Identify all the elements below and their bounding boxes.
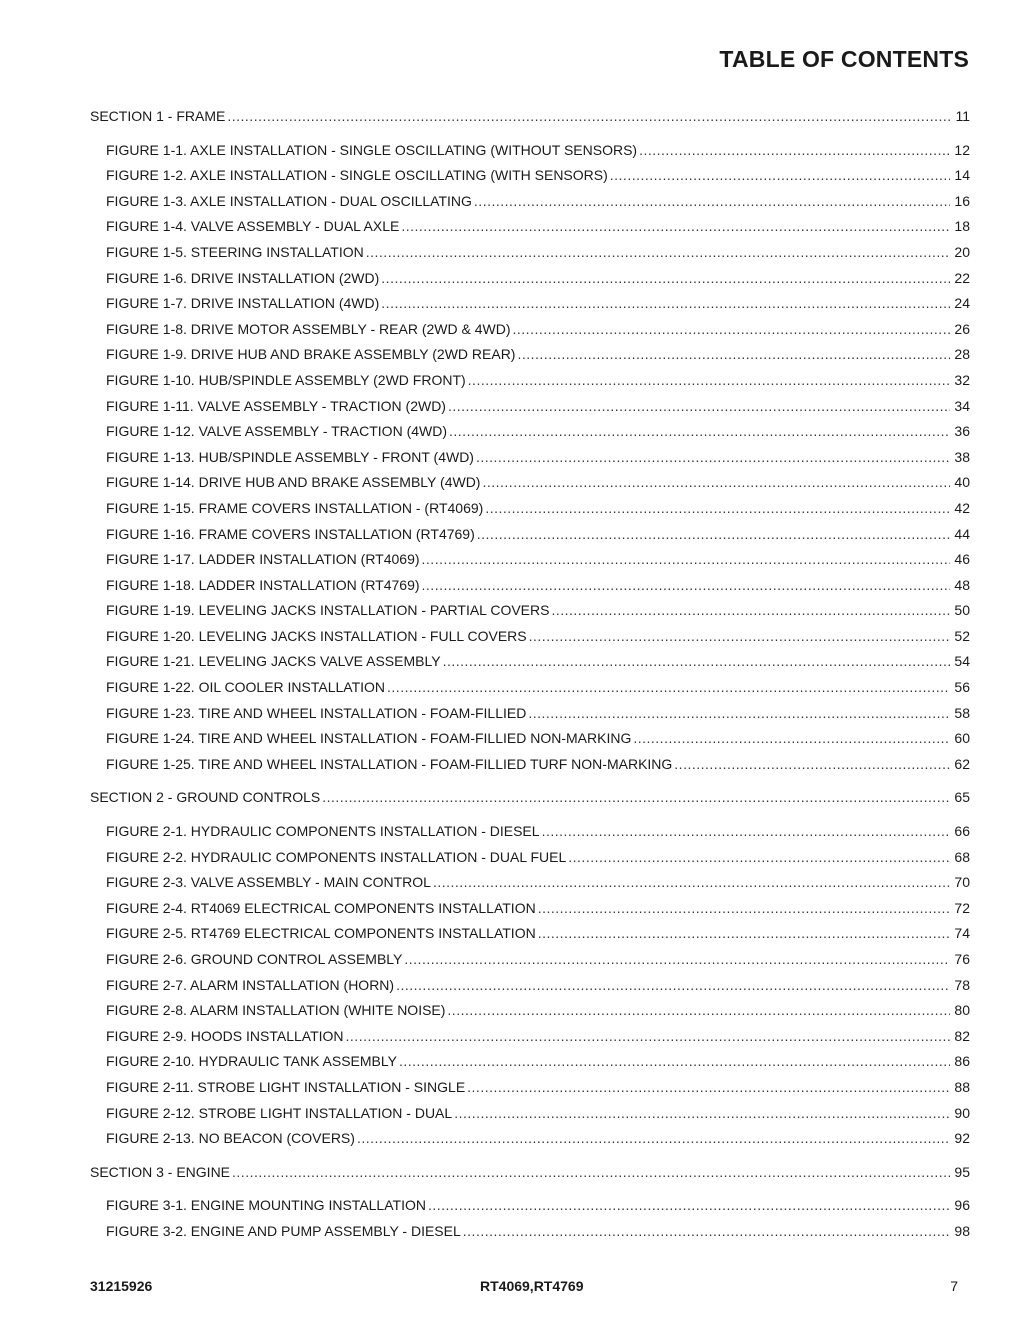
toc-section-entry[interactable] [90, 108, 970, 134]
dot-leader [529, 628, 950, 644]
toc-entry-label: FIGURE 1-11. VALVE ASSEMBLY - TRACTION (2WD) [106, 397, 446, 414]
toc-entry-page: 56 [954, 679, 970, 696]
dot-leader [639, 142, 950, 158]
toc-entry-page: 12 [954, 141, 970, 158]
toc-entry-label: FIGURE 1-2. AXLE INSTALLATION - SINGLE OSCILLATING (WITH SENSORS) [106, 167, 608, 184]
dot-leader [538, 900, 950, 916]
toc-entry-page: 14 [954, 167, 970, 184]
toc-figure-entry[interactable] [90, 551, 970, 577]
toc-entry-page: 66 [954, 823, 970, 840]
toc-figure-entry[interactable] [90, 705, 970, 731]
toc-entry-page: 90 [954, 1104, 970, 1121]
dot-leader [387, 679, 950, 695]
toc-entry-label: FIGURE 2-7. ALARM INSTALLATION (HORN) [106, 976, 395, 993]
dot-leader [528, 705, 950, 721]
toc-entry-page: 68 [954, 848, 970, 865]
toc-figure-entry[interactable] [90, 977, 970, 1003]
dot-leader [322, 789, 950, 805]
toc-entry-label: FIGURE 2-3. VALVE ASSEMBLY - MAIN CONTROL [106, 874, 431, 891]
toc-figure-entry[interactable] [90, 849, 970, 875]
dot-leader [485, 500, 950, 516]
toc-section-entry[interactable] [90, 1164, 970, 1190]
toc-entry-label: FIGURE 3-1. ENGINE MOUNTING INSTALLATION [106, 1197, 426, 1214]
toc-figure-entry[interactable] [90, 167, 970, 193]
toc-entry-label: FIGURE 1-18. LADDER INSTALLATION (RT4769) [106, 576, 420, 593]
dot-leader [422, 577, 950, 593]
toc-entry-label: FIGURE 2-5. RT4769 ELECTRICAL COMPONENTS INSTALLATION [106, 925, 536, 942]
toc-entry-page: 70 [954, 874, 970, 891]
dot-leader [454, 1105, 950, 1121]
toc-entry-label: FIGURE 2-2. HYDRAULIC COMPONENTS INSTALLATION - DUAL FUEL [106, 848, 567, 865]
toc-entry-label: FIGURE 3-2. ENGINE AND PUMP ASSEMBLY - DIESEL [106, 1222, 461, 1239]
toc-entry-label: FIGURE 2-1. HYDRAULIC COMPONENTS INSTALLATION - DIESEL [106, 823, 540, 840]
toc-entry-label: FIGURE 1-14. DRIVE HUB AND BRAKE ASSEMBLY (4WD) [106, 474, 481, 491]
toc-entry-page: 24 [954, 295, 970, 312]
dot-leader [428, 1197, 950, 1213]
toc-figure-entry[interactable] [90, 244, 970, 270]
dot-leader [474, 193, 950, 209]
toc-entry-label: SECTION 3 - ENGINE [90, 1163, 231, 1180]
dot-leader [447, 1002, 950, 1018]
toc-figure-entry[interactable] [90, 577, 970, 603]
toc-entry-label: FIGURE 1-3. AXLE INSTALLATION - DUAL OSCILLATING [106, 192, 472, 209]
toc-entry-label: FIGURE 1-5. STEERING INSTALLATION [106, 243, 364, 260]
toc-entry-page: 34 [954, 397, 970, 414]
dot-leader [396, 977, 950, 993]
toc-entry-label: FIGURE 1-12. VALVE ASSEMBLY - TRACTION (4WD) [106, 423, 448, 440]
dot-leader [542, 823, 950, 839]
toc-entry-page: 80 [954, 1002, 970, 1019]
toc-entry-label: FIGURE 1-6. DRIVE INSTALLATION (2WD) [106, 269, 380, 286]
dot-leader [551, 602, 950, 618]
model-name: RT4069,RT4769 [480, 1278, 584, 1294]
toc-entry-page: 32 [954, 371, 970, 388]
dot-leader [366, 244, 950, 260]
toc-entry-page: 11 [955, 108, 970, 124]
toc-entry-page: 36 [954, 423, 970, 440]
dot-leader [381, 295, 950, 311]
toc-entry-page: 65 [954, 789, 970, 806]
toc-entry-page: 26 [954, 320, 970, 337]
toc-entry-page: 78 [954, 976, 970, 993]
toc-figure-entry[interactable] [90, 218, 970, 244]
toc-figure-entry[interactable] [90, 398, 970, 424]
dot-leader [443, 653, 950, 669]
toc-entry-label: FIGURE 1-17. LADDER INSTALLATION (RT4069) [106, 551, 420, 568]
dot-leader [476, 449, 950, 465]
toc-entry-page: 52 [954, 627, 970, 644]
toc-entry-label: FIGURE 1-22. OIL COOLER INSTALLATION [106, 679, 386, 696]
toc-figure-entry[interactable] [90, 1223, 970, 1249]
toc-entry-page: 22 [954, 269, 970, 286]
toc-entry-page: 46 [954, 551, 970, 568]
toc-entry-label: FIGURE 1-20. LEVELING JACKS INSTALLATION - FULL COVERS [106, 627, 527, 644]
toc-entry-label: FIGURE 2-12. STROBE LIGHT INSTALLATION - DUAL [106, 1104, 453, 1121]
toc-entry-label: FIGURE 1-1. AXLE INSTALLATION - SINGLE OSCILLATING (WITHOUT SENSORS) [106, 141, 638, 158]
toc-figure-entry[interactable] [90, 1130, 970, 1156]
toc-figure-entry[interactable] [90, 270, 970, 296]
toc-figure-entry[interactable] [90, 474, 970, 500]
dot-leader [517, 346, 950, 362]
page-number: 7 [950, 1278, 958, 1294]
toc-figure-entry[interactable] [90, 756, 970, 782]
dot-leader [448, 398, 950, 414]
toc-entry-label: FIGURE 1-25. TIRE AND WHEEL INSTALLATION - FOAM-FILLIED TURF NON-MARKING [106, 755, 673, 772]
toc-entry-label: FIGURE 2-10. HYDRAULIC TANK ASSEMBLY [106, 1053, 397, 1070]
dot-leader [404, 951, 950, 967]
toc-entry-label: FIGURE 1-19. LEVELING JACKS INSTALLATION - PARTIAL COVERS [106, 602, 550, 619]
page-footer [90, 1278, 970, 1298]
toc-entry-page: 88 [954, 1078, 970, 1095]
dot-leader [467, 1079, 950, 1095]
dot-leader [568, 849, 950, 865]
toc-figure-entry[interactable] [90, 730, 970, 756]
dot-leader [227, 108, 950, 124]
toc-figure-entry[interactable] [90, 628, 970, 654]
dot-leader [449, 423, 950, 439]
dot-leader [468, 372, 950, 388]
toc-entry-page: 38 [954, 448, 970, 465]
toc-entry-page: 58 [954, 704, 970, 721]
toc-figure-entry[interactable] [90, 1002, 970, 1028]
toc-entry-page: 40 [954, 474, 970, 491]
dot-leader [346, 1028, 950, 1044]
toc-entry-label: FIGURE 1-23. TIRE AND WHEEL INSTALLATION - FOAM-FILLIED [106, 704, 527, 721]
toc-entry-page: 44 [954, 525, 970, 542]
toc-figure-entry[interactable] [90, 1079, 970, 1105]
toc-entry-page: 74 [954, 925, 970, 942]
dot-leader [232, 1164, 950, 1180]
page-title: TABLE OF CONTENTS [719, 46, 969, 72]
dot-leader [463, 1223, 950, 1239]
toc-entry-label: FIGURE 1-4. VALVE ASSEMBLY - DUAL AXLE [106, 218, 400, 235]
toc-entry-page: 98 [954, 1222, 970, 1239]
toc-entry-page: 95 [954, 1163, 970, 1180]
dot-leader [482, 474, 950, 490]
toc-entry-label: FIGURE 1-15. FRAME COVERS INSTALLATION - (RT4069) [106, 499, 484, 516]
toc-entry-page: 42 [954, 499, 970, 516]
toc-entry-label: FIGURE 1-13. HUB/SPINDLE ASSEMBLY - FRONT (4WD) [106, 448, 474, 465]
dot-leader [399, 1053, 950, 1069]
toc-entry-page: 86 [954, 1053, 970, 1070]
dot-leader [401, 218, 950, 234]
dot-leader [381, 270, 950, 286]
toc-entry-page: 16 [954, 192, 970, 209]
toc-entry-page: 28 [954, 346, 970, 363]
toc-figure-entry[interactable] [90, 823, 970, 849]
toc-entry-label: FIGURE 1-10. HUB/SPINDLE ASSEMBLY (2WD FRONT) [106, 371, 466, 388]
toc-entry-label: FIGURE 1-8. DRIVE MOTOR ASSEMBLY - REAR (2WD & 4WD) [106, 320, 511, 337]
toc-figure-entry[interactable] [90, 321, 970, 347]
toc-figure-entry[interactable] [90, 526, 970, 552]
document-number: 31215926 [90, 1278, 153, 1294]
toc-section-entry[interactable] [90, 789, 970, 815]
toc-figure-entry[interactable] [90, 423, 970, 449]
toc-entry-page: 72 [954, 899, 970, 916]
toc-entry-label: FIGURE 2-13. NO BEACON (COVERS) [106, 1130, 355, 1147]
toc-figure-entry[interactable] [90, 346, 970, 372]
toc-entry-label: FIGURE 1-9. DRIVE HUB AND BRAKE ASSEMBLY (2WD REAR) [106, 346, 516, 363]
toc-entry-page: 60 [954, 730, 970, 747]
toc-entry-label: FIGURE 2-11. STROBE LIGHT INSTALLATION - SINGLE [106, 1078, 466, 1095]
toc-figure-entry[interactable] [90, 602, 970, 628]
toc-entry-page: 20 [954, 243, 970, 260]
toc-figure-entry[interactable] [90, 874, 970, 900]
dot-leader [610, 167, 950, 183]
dot-leader [513, 321, 950, 337]
toc-entry-page: 54 [954, 653, 970, 670]
toc-entry-label: FIGURE 1-16. FRAME COVERS INSTALLATION (RT4769) [106, 525, 475, 542]
toc-figure-entry[interactable] [90, 449, 970, 475]
dot-leader [433, 874, 950, 890]
toc-figure-entry[interactable] [90, 295, 970, 321]
toc-figure-entry[interactable] [90, 1197, 970, 1223]
toc-entry-page: 62 [954, 755, 970, 772]
toc-figure-entry[interactable] [90, 900, 970, 926]
toc-figure-entry[interactable] [90, 142, 970, 168]
toc-entry-label: FIGURE 2-8. ALARM INSTALLATION (WHITE NOISE) [106, 1002, 446, 1019]
toc-entry-label: FIGURE 2-4. RT4069 ELECTRICAL COMPONENTS INSTALLATION [106, 899, 536, 916]
dot-leader [633, 730, 950, 746]
toc-entry-label: FIGURE 1-7. DRIVE INSTALLATION (4WD) [106, 295, 380, 312]
toc-figure-entry[interactable] [90, 193, 970, 219]
toc-figure-entry[interactable] [90, 1028, 970, 1054]
dot-leader [538, 925, 950, 941]
toc-figure-entry[interactable] [90, 500, 970, 526]
toc-entry-label: FIGURE 1-24. TIRE AND WHEEL INSTALLATION - FOAM-FILLIED NON-MARKING [106, 730, 632, 747]
toc-figure-entry[interactable] [90, 1105, 970, 1131]
toc-entry-page: 18 [954, 218, 970, 235]
toc-entry-page: 76 [954, 951, 970, 967]
dot-leader [357, 1130, 950, 1146]
dot-leader [422, 551, 950, 567]
toc-figure-entry[interactable] [90, 925, 970, 951]
toc-entry-page: 82 [954, 1027, 970, 1044]
toc-entry-page: 96 [954, 1197, 970, 1214]
dot-leader [674, 756, 950, 772]
toc-entry-label: FIGURE 1-21. LEVELING JACKS VALVE ASSEMBLY [106, 653, 441, 670]
dot-leader [477, 526, 950, 542]
toc-figure-entry[interactable] [90, 951, 970, 977]
toc-figure-entry[interactable] [90, 372, 970, 398]
toc-entry-label: SECTION 2 - GROUND CONTROLS [90, 789, 321, 806]
toc-entry-page: 50 [954, 602, 970, 619]
toc-figure-entry[interactable] [90, 653, 970, 679]
table-of-contents [90, 108, 970, 1249]
toc-entry-page: 92 [954, 1130, 970, 1147]
toc-entry-label: FIGURE 2-9. HOODS INSTALLATION [106, 1027, 344, 1044]
toc-figure-entry[interactable] [90, 679, 970, 705]
toc-entry-label: SECTION 1 - FRAME [90, 108, 226, 124]
toc-entry-label: FIGURE 2-6. GROUND CONTROL ASSEMBLY [106, 951, 403, 967]
toc-figure-entry[interactable] [90, 1053, 970, 1079]
toc-entry-page: 48 [954, 576, 970, 593]
